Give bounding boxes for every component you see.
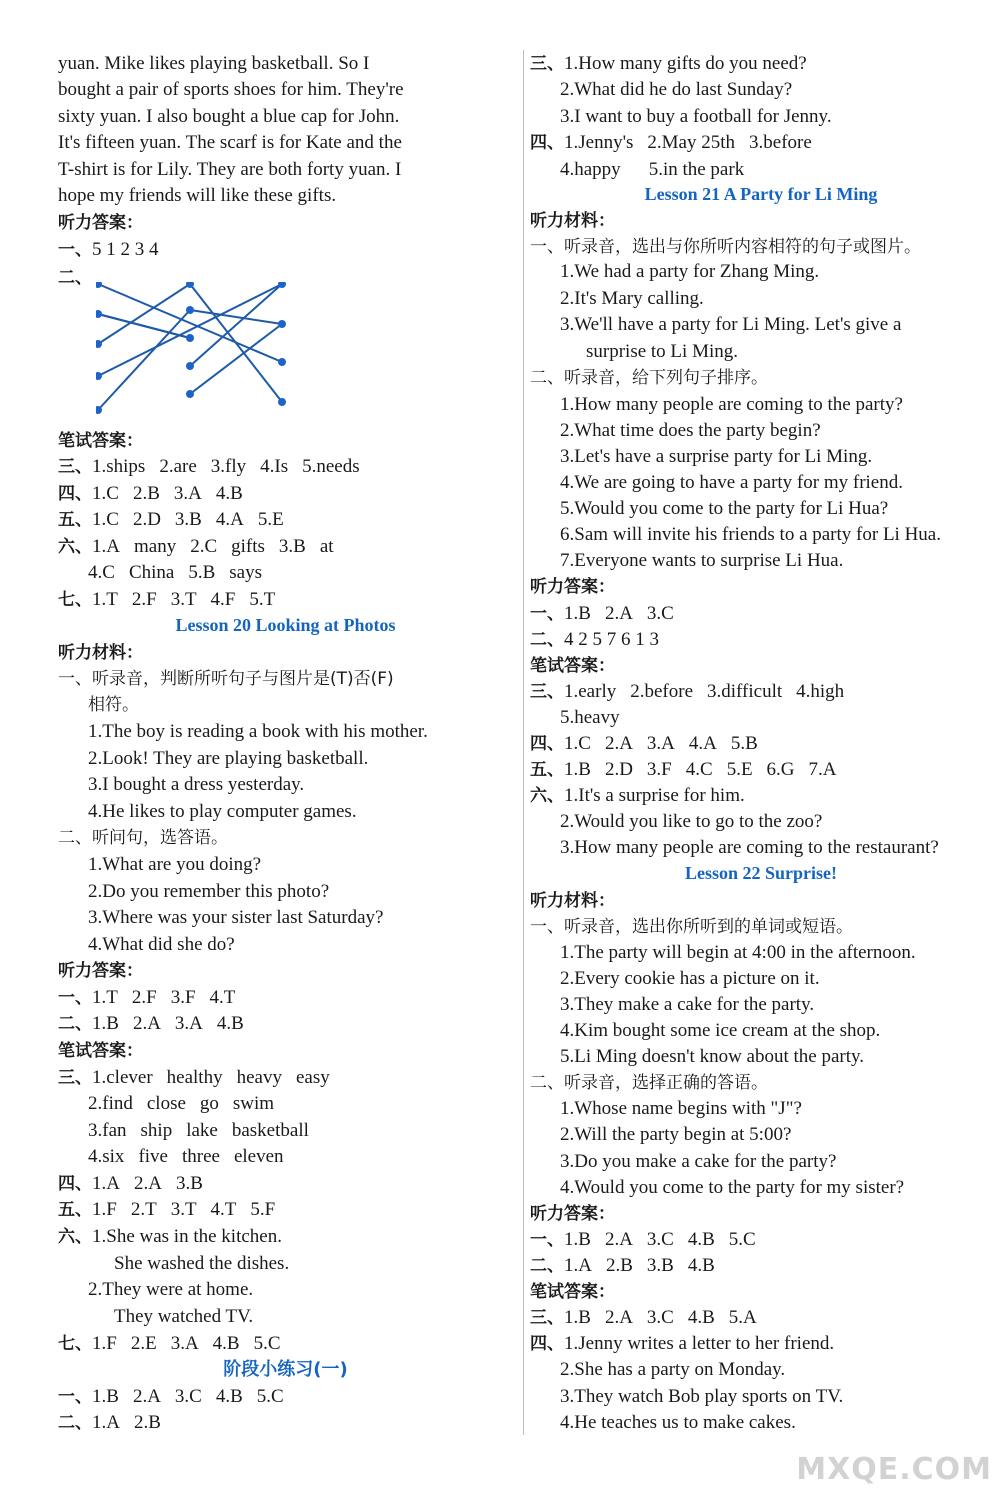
answer-item: 1.C (564, 733, 591, 754)
match-line (190, 310, 282, 324)
answer-item: 2.F (131, 987, 157, 1008)
answer-item: 4.A (215, 509, 244, 530)
answer-item: 2.A (604, 1229, 633, 1250)
answer-row (58, 1410, 161, 1436)
answer-item: 4.B (215, 1386, 243, 1407)
answer-item: 3.A (173, 483, 202, 504)
question-number: 一、 (58, 1387, 92, 1407)
answer-item: 5.B (188, 562, 216, 583)
instruction: 二、听问句，选答语。 (58, 828, 228, 848)
answer-row (58, 1224, 282, 1250)
answer-sentence: She washed the dishes. (114, 1253, 290, 1274)
answer-row (530, 627, 659, 653)
listening-item: 3.I bought a dress yesterday. (88, 774, 305, 795)
answer-row (530, 51, 807, 77)
lesson-heading: Lesson 22 Surprise! (684, 863, 837, 883)
question-number: 二、 (58, 1014, 92, 1034)
section-title: 听力材料： (530, 211, 615, 231)
answer-item: ship (140, 1120, 173, 1141)
answer-item: 3.C (646, 603, 674, 624)
answer-item: 1.B (564, 759, 591, 780)
answer-row (530, 679, 844, 705)
answer-item: 4.T (210, 1199, 237, 1220)
answer-item: 5.C (256, 1386, 284, 1407)
answer-item: healthy (166, 1067, 223, 1088)
answer-sentence: 3.They watch Bob play sports on TV. (560, 1386, 844, 1407)
question-number: 一、 (530, 1230, 564, 1250)
question-number: 一、 (58, 988, 92, 1008)
match-dot (186, 390, 194, 398)
question-number: 三、 (530, 54, 564, 74)
answer-item: 3.fan (88, 1120, 127, 1141)
section-title: 听力材料： (530, 891, 615, 911)
answer-row (530, 1227, 756, 1253)
passage-line: It's fifteen yuan. The scarf is for Kate and the (58, 132, 402, 153)
answer-item: 1.A (92, 536, 120, 557)
answer-item: 4.Is (260, 456, 289, 477)
answer-item: close (146, 1093, 186, 1114)
answer-item: 5.T (249, 589, 276, 610)
section-title: 笔试答案： (530, 656, 615, 676)
answer-item: 1.B (564, 603, 591, 624)
answer-item: 4.B (687, 1229, 715, 1250)
listening-item: 5.Li Ming doesn't know about the party. (560, 1046, 865, 1067)
answer-row (58, 454, 360, 480)
answer-item: 2.D (132, 509, 161, 530)
answer-row (58, 1144, 284, 1170)
answer-row (58, 560, 262, 586)
answer-item: 1.T (92, 589, 118, 610)
answer-item: 1.B (92, 1386, 119, 1407)
answer-row (58, 1331, 281, 1357)
answer-item: 3.A (174, 1013, 203, 1034)
answer-item: 2.A (604, 1307, 633, 1328)
instruction: 二、听录音，选择正确的答语。 (530, 1073, 768, 1093)
section-title: 笔试答案： (58, 1041, 143, 1061)
answer-row (58, 1091, 274, 1117)
answer-item: 1.B (564, 1307, 591, 1328)
answer-item: 3.B (646, 1255, 674, 1276)
section-title: 听力材料： (58, 643, 143, 663)
answer-item: 1.T (92, 987, 118, 1008)
instruction: 一、听录音，判断所听句子与图片是(T)否(F) (58, 669, 394, 689)
answer-item: 1.Jenny's (564, 132, 634, 153)
listening-item: 4.He likes to play computer games. (88, 801, 357, 822)
question-number: 二、 (58, 1413, 92, 1433)
listening-item: 1.The boy is reading a book with his mother. (88, 721, 428, 742)
match-dot (96, 282, 102, 288)
answer-item: 4.B (687, 1307, 715, 1328)
answer-item: 2.F (131, 589, 157, 610)
listening-item: 3.They make a cake for the party. (560, 994, 815, 1015)
answer-item: 5.F (250, 1199, 276, 1220)
answer-item: 3.before (749, 132, 812, 153)
listening-item: 1.How many people are coming to the party? (560, 394, 903, 415)
answer-row (530, 1331, 834, 1357)
answer-item: 1.F (92, 1333, 117, 1354)
question-number: 三、 (530, 682, 564, 702)
lesson-heading: Lesson 21 A Party for Li Ming (644, 184, 878, 204)
answer-item: 2.A (604, 603, 633, 624)
answer-sentence: 2.What did he do last Sunday? (560, 79, 793, 100)
answer-item: 1.A (92, 1412, 120, 1433)
answer-item: 2.D (604, 759, 633, 780)
answer-item: 1.C (92, 509, 119, 530)
match-dot (186, 306, 194, 314)
answer-item: 3.fly (210, 456, 247, 477)
answer-row (530, 757, 837, 783)
answer-row (530, 783, 745, 809)
answer-item: 2.A (133, 1173, 162, 1194)
listening-item: 1.We had a party for Zhang Ming. (560, 261, 820, 282)
matching-lines-diagram (96, 282, 296, 422)
answer-item: 6.G (766, 759, 795, 780)
question-number: 四、 (530, 1334, 564, 1354)
answer-item: 3.T (170, 589, 197, 610)
answer-sentence: 1.She was in the kitchen. (92, 1226, 282, 1247)
instruction: 相符。 (88, 695, 139, 715)
listening-item: 2.Will the party begin at 5:00? (560, 1124, 792, 1145)
answer-item: 5.E (726, 759, 753, 780)
answer-item: 5.heavy (560, 707, 620, 728)
answer-item: 2.find (88, 1093, 133, 1114)
question-number: 六、 (530, 786, 564, 806)
answer-item: 5.A (728, 1307, 757, 1328)
match-dot (278, 358, 286, 366)
question-number: 五、 (530, 760, 564, 780)
listening-item: 4.Kim bought some ice cream at the shop. (560, 1020, 881, 1041)
answer-sentence: 2.Would you like to go to the zoo? (560, 811, 823, 832)
instruction: 二、听录音，给下列句子排序。 (530, 368, 768, 388)
lesson-heading: Lesson 20 Looking at Photos (175, 615, 396, 635)
answer-row (58, 481, 243, 507)
answer-row (530, 1305, 757, 1331)
answer-item: heavy (236, 1067, 282, 1088)
answer-item: 4.B (215, 483, 243, 504)
passage-line: hope my friends will like these gifts. (58, 185, 337, 206)
answer-item: many (133, 536, 177, 557)
answer-sequence: 5 1 2 3 4 (92, 239, 159, 260)
question-number: 二、 (58, 268, 92, 288)
answer-item: 2.B (133, 1412, 161, 1433)
answer-sentence: 2.They were at home. (88, 1279, 254, 1300)
question-number: 五、 (58, 510, 92, 530)
answer-item: 3.A (170, 1333, 199, 1354)
column-divider (523, 50, 524, 1435)
listening-item: 4.We are going to have a party for my friend. (560, 472, 903, 493)
answer-sentence: 1.Jenny writes a letter to her friend. (564, 1333, 835, 1354)
answer-item: 1.F (92, 1199, 117, 1220)
answer-item: 4.B (687, 1255, 715, 1276)
answer-item: 1.A (564, 1255, 592, 1276)
answer-row (530, 157, 744, 183)
question-number: 六、 (58, 1227, 92, 1247)
listening-item: surprise to Li Ming. (586, 341, 738, 362)
question-number: 四、 (58, 484, 92, 504)
match-line (98, 284, 282, 362)
answer-sentence: 4.He teaches us to make cakes. (560, 1412, 796, 1433)
answer-item: five (138, 1146, 168, 1167)
listening-item: 2.What time does the party begin? (560, 420, 821, 441)
listening-item: 2.It's Mary calling. (560, 288, 704, 309)
answer-item: 2.before (630, 681, 694, 702)
answer-sentence: 3.I want to buy a football for Jenny. (560, 106, 832, 127)
answer-sentence: 1.It's a surprise for him. (564, 785, 745, 806)
listening-item: 2.Do you remember this photo? (88, 881, 330, 902)
section-title: 听力答案： (530, 577, 615, 597)
answer-row (58, 265, 92, 291)
question-number: 四、 (58, 1174, 92, 1194)
listening-item: 1.The party will begin at 4:00 in the afternoon. (560, 942, 916, 963)
answer-item: 2.A (132, 1013, 161, 1034)
answer-row (58, 1118, 309, 1144)
section-title: 听力答案： (530, 1204, 615, 1224)
answer-row (58, 1065, 330, 1091)
answer-row (530, 130, 812, 156)
answer-item: go (199, 1093, 219, 1114)
watermark: MXQE.COM (796, 1452, 992, 1487)
answer-item: 3.A (646, 733, 675, 754)
stage-heading: 阶段小练习(一) (223, 1359, 348, 1380)
answer-item: easy (295, 1067, 330, 1088)
answer-item: 5.E (257, 509, 284, 530)
answer-item: 5.in the park (648, 159, 745, 180)
match-dot (186, 362, 194, 370)
answer-item: lake (186, 1120, 218, 1141)
answer-item: 2.B (605, 1255, 633, 1276)
listening-item: 5.Would you come to the party for Li Hua? (560, 498, 889, 519)
listening-item: 6.Sam will invite his friends to a party for Li Hua. (560, 524, 941, 545)
answer-item: eleven (233, 1146, 284, 1167)
answer-item: 1.ships (92, 456, 146, 477)
answer-item: 3.B (174, 509, 202, 530)
question-number: 三、 (530, 1308, 564, 1328)
listening-item: 7.Everyone wants to surprise Li Hua. (560, 550, 844, 571)
match-dot (96, 372, 102, 380)
answer-row (58, 534, 334, 560)
answer-sentence: 2.She has a party on Monday. (560, 1359, 786, 1380)
question-number: 一、 (530, 604, 564, 624)
listening-item: 4.Would you come to the party for my sister? (560, 1177, 905, 1198)
answer-sentence: 1.How many gifts do you need? (564, 53, 807, 74)
answer-item: three (181, 1146, 220, 1167)
passage-line: bought a pair of sports shoes for him. They're (58, 79, 404, 100)
answer-item: 2.C (190, 536, 218, 557)
answer-item: 2.E (130, 1333, 157, 1354)
answer-item: 4.B (216, 1013, 244, 1034)
instruction: 一、听录音，选出你所听到的单词或短语。 (530, 917, 853, 937)
answer-row (530, 601, 674, 627)
match-dot (186, 334, 194, 342)
answer-item: 4.happy (560, 159, 621, 180)
answer-item: 2.T (130, 1199, 157, 1220)
answer-item: 5.C (728, 1229, 756, 1250)
match-dot (96, 310, 102, 318)
answer-item: China (128, 562, 175, 583)
answer-item: 4.six (88, 1146, 125, 1167)
answer-item: 3.B (278, 536, 306, 557)
question-number: 一、 (58, 240, 92, 260)
section-title: 笔试答案： (58, 431, 143, 451)
answer-row (58, 985, 235, 1011)
listening-item: 1.What are you doing? (88, 854, 262, 875)
answer-item: swim (232, 1093, 275, 1114)
answer-row (58, 237, 159, 263)
answer-item: 3.C (174, 1386, 202, 1407)
answer-item: 1.B (92, 1013, 119, 1034)
answer-item: 3.C (646, 1229, 674, 1250)
answer-item: 2.A (604, 733, 633, 754)
answer-item: 4.high (796, 681, 845, 702)
answer-item: 1.early (564, 681, 617, 702)
answer-sentence: 3.How many people are coming to the restaurant? (560, 837, 939, 858)
section-title: 笔试答案： (530, 1282, 615, 1302)
answer-sequence: 4 2 5 7 6 1 3 (564, 629, 659, 650)
answer-item: 1.B (564, 1229, 591, 1250)
answer-item: 5.C (253, 1333, 281, 1354)
answer-item: at (319, 536, 334, 557)
match-line (190, 284, 282, 366)
answer-row (58, 1171, 203, 1197)
passage-line: T-shirt is for Lily. They are both forty yuan. I (58, 159, 402, 180)
section-title: 听力答案： (58, 213, 143, 233)
answer-item: gifts (231, 536, 265, 557)
question-number: 二、 (530, 1256, 564, 1276)
answer-item: 4.C (685, 759, 713, 780)
answer-row (58, 587, 275, 613)
answer-item: 4.B (212, 1333, 240, 1354)
match-dot (278, 398, 286, 406)
answer-row (530, 1253, 715, 1279)
answer-item: 3.F (170, 987, 196, 1008)
passage-line: sixty yuan. I also bought a blue cap for John. (58, 106, 400, 127)
listening-item: 3.We'll have a party for Li Ming. Let's give a (560, 314, 902, 335)
answer-item: 4.F (210, 589, 236, 610)
question-number: 七、 (58, 1334, 92, 1354)
question-number: 五、 (58, 1200, 92, 1220)
listening-item: 3.Where was your sister last Saturday? (88, 907, 384, 928)
instruction: 一、听录音，选出与你所听内容相符的句子或图片。 (530, 237, 921, 257)
question-number: 七、 (58, 590, 92, 610)
answer-item: 2.B (132, 483, 160, 504)
listening-item: 2.Look! They are playing basketball. (88, 748, 369, 769)
answer-item: 2.are (159, 456, 197, 477)
answer-item: 1.clever (92, 1067, 153, 1088)
answer-item: 4.A (688, 733, 717, 754)
answer-item: 3.T (170, 1199, 197, 1220)
listening-item: 3.Do you make a cake for the party? (560, 1151, 837, 1172)
answer-row (58, 1384, 284, 1410)
answer-item: 1.C (92, 483, 119, 504)
answer-item: 2.A (132, 1386, 161, 1407)
answer-item: 1.A (92, 1173, 120, 1194)
answer-item: says (229, 562, 262, 583)
answer-item: basketball (231, 1120, 309, 1141)
answer-item: 5.needs (302, 456, 360, 477)
answer-item: 7.A (808, 759, 837, 780)
answer-row (58, 507, 284, 533)
answer-row (58, 1197, 275, 1223)
question-number: 四、 (530, 133, 564, 153)
question-number: 六、 (58, 537, 92, 557)
listening-item: 4.What did she do? (88, 934, 235, 955)
listening-item: 2.Every cookie has a picture on it. (560, 968, 820, 989)
listening-item: 1.Whose name begins with "J"? (560, 1098, 802, 1119)
question-number: 三、 (58, 1068, 92, 1088)
question-number: 二、 (530, 630, 564, 650)
answer-item: 3.B (175, 1173, 203, 1194)
answer-row (530, 731, 758, 757)
answer-item: 4.T (209, 987, 236, 1008)
answer-item: 2.May 25th (647, 132, 736, 153)
answer-item: 3.difficult (707, 681, 783, 702)
answer-sentence: They watched TV. (114, 1306, 254, 1327)
answer-item: 3.C (646, 1307, 674, 1328)
passage-line: yuan. Mike likes playing basketball. So I (58, 53, 370, 74)
section-title: 听力答案： (58, 961, 143, 981)
answer-row (58, 1011, 244, 1037)
match-dot (278, 320, 286, 328)
answer-item: 3.F (646, 759, 672, 780)
question-number: 三、 (58, 457, 92, 477)
question-number: 四、 (530, 734, 564, 754)
answer-item: 4.C (88, 562, 115, 583)
listening-item: 3.Let's have a surprise party for Li Ming. (560, 446, 873, 467)
answer-item: 5.B (730, 733, 758, 754)
